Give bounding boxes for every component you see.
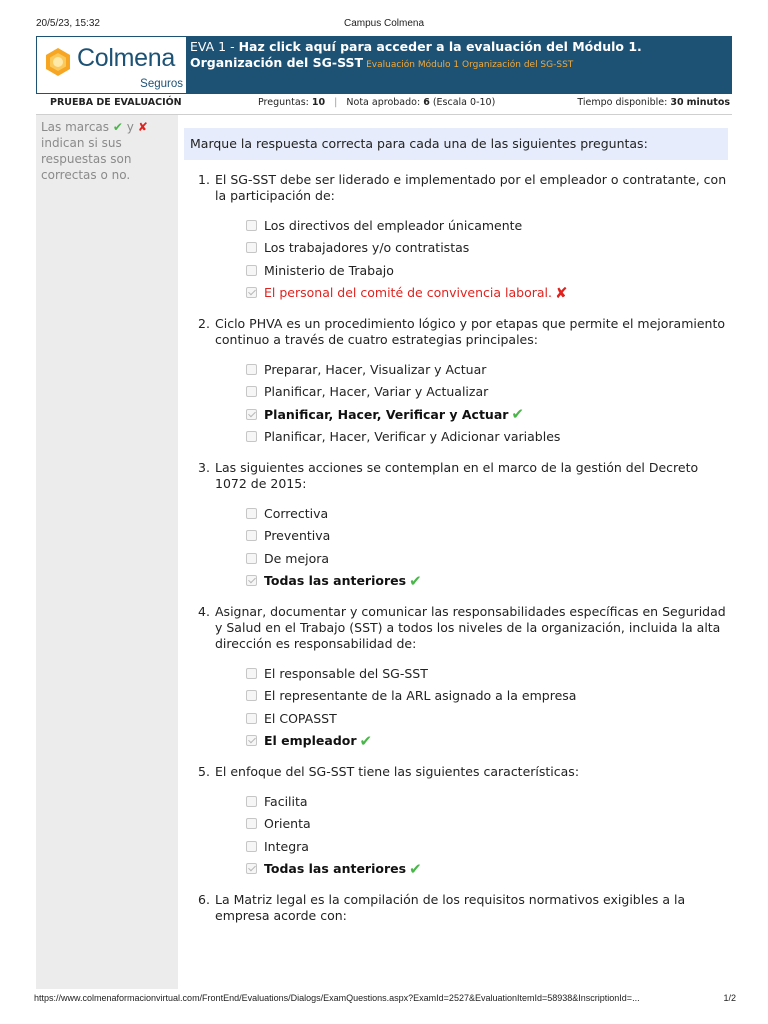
exam-info-bar [36, 94, 732, 115]
instruction-banner: Marque la respuesta correcta para cada una de las siguientes preguntas: [184, 128, 728, 160]
logo-name: Colmena [77, 44, 175, 72]
answer-option[interactable] [246, 547, 728, 570]
cross-icon: ✘ [137, 120, 148, 134]
answer-option[interactable] [246, 570, 728, 593]
question-line [198, 172, 728, 204]
answer-checkbox[interactable] [246, 265, 257, 276]
answer-checkbox[interactable] [246, 713, 257, 724]
question-text: El SG-SST debe ser liderado e implementado por el empleador o contratante, con la participación de: [215, 172, 727, 203]
print-page-number: 1/2 [723, 993, 736, 1003]
evaluation-link[interactable]: Haz click aquí para acceder a la evaluación del Módulo 1. Organización del SG-SST [190, 39, 642, 70]
question-item [198, 460, 728, 592]
print-url: https://www.colmenaformacionvirtual.com/FrontEnd/Evaluations/Dialogs/ExamQuestions.aspx?ExamId=2527&EvaluationItemId=58938&InscriptionId=... [34, 993, 640, 1003]
answer-option[interactable] [246, 813, 728, 836]
answer-option-label: Los directivos del empleador únicamente [264, 217, 523, 233]
answer-option[interactable] [246, 358, 728, 381]
question-text: El enfoque del SG-SST tiene las siguientes características: [215, 764, 580, 779]
logo-subtitle: Seguros [140, 78, 183, 90]
answer-option-label: Integra [264, 838, 309, 854]
time-unit: minutos [686, 97, 730, 108]
answer-option[interactable] [246, 685, 728, 708]
answer-option-label: Planificar, Hacer, Variar y Actualizar [264, 384, 489, 400]
question-text: Ciclo PHVA es un procedimiento lógico y por etapas que permite el mejoramiento continuo a través de cuatro estrategias principales: [215, 316, 726, 347]
question-line [198, 460, 728, 492]
answer-option[interactable] [246, 403, 728, 426]
print-page-title: Campus Colmena [343, 18, 425, 29]
correct-check-icon: ✔ [409, 859, 422, 878]
answer-option[interactable] [246, 525, 728, 548]
correct-check-icon: ✔ [409, 571, 422, 590]
answer-options [246, 662, 728, 752]
answer-option[interactable] [246, 835, 728, 858]
answer-option[interactable] [246, 790, 728, 813]
answer-checkbox-checked[interactable] [246, 863, 257, 874]
answer-option-label: Todas las anteriores [264, 573, 407, 589]
answer-checkbox[interactable] [246, 508, 257, 519]
answer-checkbox[interactable] [246, 841, 257, 852]
answer-option-label: El empleador [264, 733, 357, 749]
answer-options [246, 358, 728, 448]
question-line [198, 764, 728, 780]
answer-option-label: Planificar, Hacer, Verificar y Adicionar variables [264, 429, 561, 445]
question-line [198, 316, 728, 348]
answer-option[interactable] [246, 730, 728, 753]
answer-checkbox[interactable] [246, 553, 257, 564]
answer-option-label: Orienta [264, 816, 311, 832]
answer-option[interactable] [246, 381, 728, 404]
questions-panel [184, 128, 728, 924]
questions-count: 10 [311, 97, 326, 108]
answer-option[interactable] [246, 237, 728, 260]
exam-type-label: PRUEBA DE EVALUACIÓN [50, 97, 182, 108]
answer-checkbox[interactable] [246, 386, 257, 397]
answer-checkbox-checked[interactable] [246, 409, 257, 420]
check-icon: ✔ [112, 120, 123, 134]
answer-option[interactable] [246, 259, 728, 282]
time-available [577, 97, 730, 108]
answer-option[interactable] [246, 426, 728, 449]
answer-option-label: Todas las anteriores [264, 861, 407, 877]
question-item [198, 172, 728, 304]
answer-checkbox-checked[interactable] [246, 287, 257, 298]
evaluation-title[interactable] [186, 36, 732, 94]
question-list [184, 172, 728, 924]
colmena-logo [37, 37, 186, 93]
question-number: 5. [198, 764, 210, 779]
answer-checkbox[interactable] [246, 220, 257, 231]
legend-and: y [126, 120, 134, 134]
questions-label: Preguntas: [258, 97, 309, 108]
answer-checkbox-checked[interactable] [246, 735, 257, 746]
answer-checkbox[interactable] [246, 431, 257, 442]
answer-checkbox[interactable] [246, 818, 257, 829]
answer-option-label: Facilita [264, 793, 308, 809]
question-number: 4. [198, 604, 210, 619]
evaluation-subtitle: Evaluación Módulo 1 Organización del SG-SST [366, 60, 574, 70]
question-text: Las siguientes acciones se contemplan en el marco de la gestión del Decreto 1072 de 2015: [215, 460, 699, 491]
question-number: 6. [198, 892, 210, 907]
answer-checkbox[interactable] [246, 242, 257, 253]
question-text: Asignar, documentar y comunicar las responsabilidades específicas en Seguridad y Salud en el Trabajo (SST) a todos los niveles de la organización, incluida la alta dirección es responsabilidad de: [215, 604, 726, 651]
sidebar-legend-note [41, 119, 171, 183]
legend-rest: indican si sus respuestas son correctas o no. [41, 136, 132, 182]
question-text: La Matriz legal es la compilación de los requisitos normativos exigibles a la empresa acorde con: [215, 892, 686, 923]
answer-option-label: Los trabajadores y/o contratistas [264, 240, 470, 256]
legend-prefix: Las marcas [41, 120, 110, 134]
answer-option-label: El responsable del SG-SST [264, 665, 428, 681]
answer-checkbox-checked[interactable] [246, 575, 257, 586]
correct-check-icon: ✔ [359, 731, 373, 750]
question-item [198, 316, 728, 448]
correct-check-icon: ✔ [511, 405, 524, 424]
question-item [198, 604, 728, 752]
answer-checkbox[interactable] [246, 690, 257, 701]
answer-options [246, 502, 728, 592]
pass-grade-label: Nota aprobado: [346, 97, 421, 108]
answer-options [246, 790, 728, 880]
evaluation-banner [36, 36, 732, 94]
answer-option-label: El COPASST [264, 710, 337, 726]
question-line [198, 604, 728, 652]
answer-option[interactable] [246, 707, 728, 730]
answer-option-label: Preventiva [264, 528, 331, 544]
answer-options [246, 214, 728, 304]
answer-checkbox[interactable] [246, 364, 257, 375]
answer-option-label: Preparar, Hacer, Visualizar y Actuar [264, 361, 487, 377]
divider: | [334, 97, 338, 108]
wrong-cross-icon: ✘ [554, 283, 568, 302]
pass-grade-value: 6 [423, 97, 430, 108]
print-datetime: 20/5/23, 15:32 [36, 18, 100, 29]
question-number: 1. [198, 172, 210, 187]
question-item [198, 764, 728, 880]
time-value: 30 [670, 97, 684, 108]
answer-option-label: El personal del comité de convivencia laboral. [264, 285, 552, 301]
answer-option[interactable] [246, 662, 728, 685]
answer-option-label: Ministerio de Trabajo [264, 262, 394, 278]
honeycomb-logo-icon [43, 47, 73, 77]
answer-option[interactable] [246, 214, 728, 237]
answer-checkbox[interactable] [246, 668, 257, 679]
exam-stats [258, 97, 495, 108]
answer-checkbox[interactable] [246, 530, 257, 541]
time-label: Tiempo disponible: [577, 97, 668, 108]
evaluation-prefix: EVA 1 - [190, 39, 239, 54]
answer-option-label: Planificar, Hacer, Verificar y Actuar [264, 406, 509, 422]
answer-option-label: De mejora [264, 550, 330, 566]
answer-option[interactable] [246, 502, 728, 525]
print-footer [34, 993, 736, 1007]
question-item [198, 892, 728, 924]
answer-option[interactable] [246, 858, 728, 881]
answer-checkbox[interactable] [246, 796, 257, 807]
answer-option-label: Correctiva [264, 505, 329, 521]
print-header [36, 18, 732, 32]
question-number: 3. [198, 460, 210, 475]
grade-scale: (Escala 0-10) [432, 97, 496, 108]
answer-option-label: El representante de la ARL asignado a la empresa [264, 688, 577, 704]
question-number: 2. [198, 316, 210, 331]
question-line [198, 892, 728, 924]
answer-option[interactable] [246, 282, 728, 305]
sidebar [36, 115, 178, 989]
